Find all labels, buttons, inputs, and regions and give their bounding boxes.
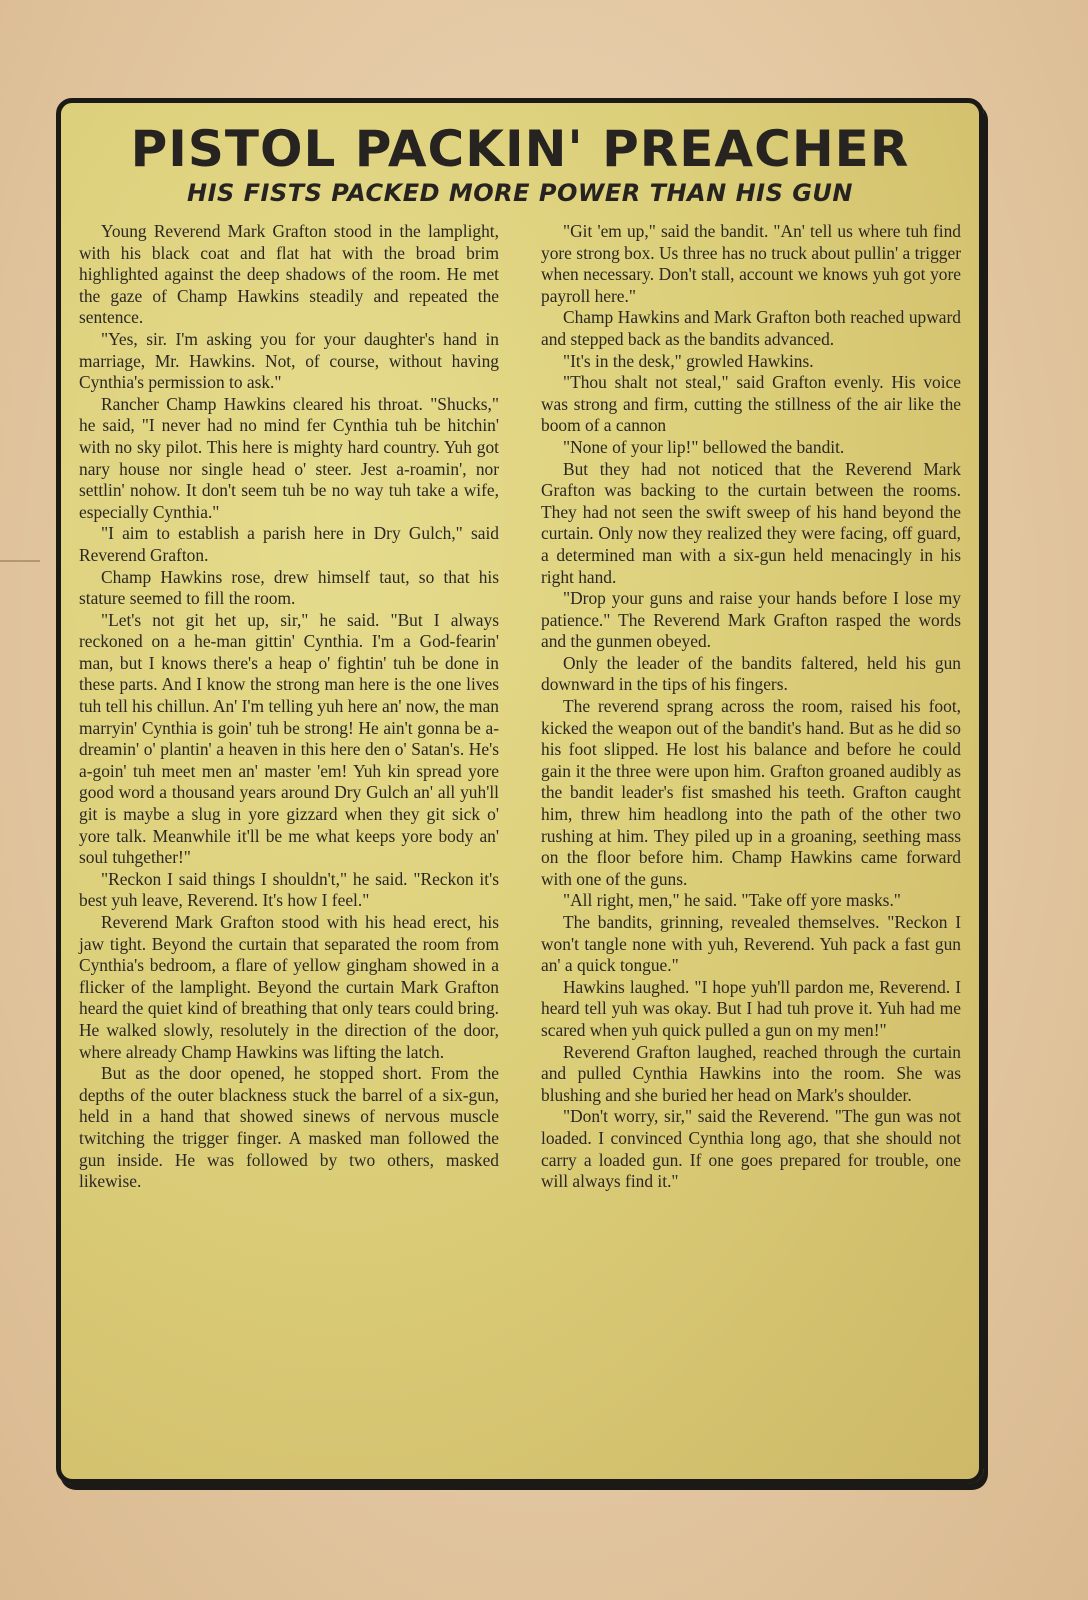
story-panel (56, 98, 984, 1484)
right-column (541, 221, 961, 1465)
paragraph: Champ Hawkins rose, drew himself taut, so that his stature seemed to fill the room. (79, 566, 499, 609)
paragraph: Rancher Champ Hawkins cleared his throat. "Shucks," he said, "I never had no mind fer Cynthia tuh be hitchin' with no sky pilot. This here is mighty hard country. Yuh got nary house nor single head o' steer. Jest a-roamin', nor settlin' nohow. It don't seem tuh be no way tuh take a wife, especially Cynthia." (79, 393, 499, 522)
paragraph: But they had not noticed that the Reverend Mark Grafton was backing to the curtain between the rooms. They had not seen the swift sweep of his hand beyond the curtain. Only now they realized they were facing, off guard, a determined man with a six-gun held menacingly in his right hand. (541, 458, 961, 587)
paragraph: Young Reverend Mark Grafton stood in the lamplight, with his black coat and flat hat with the broad brim highlighted against the deep shadows of the room. He met the gaze of Champ Hawkins steadily and repeated the sentence. (79, 221, 499, 328)
paragraph: "All right, men," he said. "Take off yore masks." (563, 890, 901, 911)
paragraph: Reverend Mark Grafton stood with his head erect, his jaw tight. Beyond the curtain that separated the room from Cynthia's bedroom, a flare of yellow gingham showed in a flicker of the lamplight. Beyond the curtain Mark Grafton heard the quiet kind of breathing that only tears could bring. He walked slowly, resolutely in the direction of the door, where already Champ Hawkins was lifting the latch. (79, 912, 499, 1062)
paragraph: The bandits, grinning, revealed themselves. "Reckon I won't tangle none with yuh, Reverend. Yuh pack a fast gun an' a quick tongue." (541, 912, 961, 976)
paragraph: But as the door opened, he stopped short. From the depths of the outer blackness stuck the barrel of a six-gun, held in a hand that showed sinews of nervous muscle twitching the trigger finger. A masked man followed the gun inside. He was followed by two others, masked likewise. (79, 1063, 499, 1192)
paragraph: The reverend sprang across the room, raised his foot, kicked the weapon out of the bandit's hand. But as he did so his foot slipped. He lost his balance and before he could gain it the three were upon him. Grafton groaned audibly as the bandit leader's fist smashed his teeth. Grafton caught him, threw him headlong into the path of the other two rushing at him. They piled up in a groaning, seething mass on the floor before him. Champ Hawkins came forward with one of the guns. (541, 696, 961, 889)
left-column (79, 221, 499, 1465)
paragraph: "I aim to establish a parish here in Dry Gulch," said Reverend Grafton. (79, 523, 499, 565)
paragraph: "Drop your guns and raise your hands before I lose my patience." The Reverend Mark Grafton rasped the words and the gunmen obeyed. (541, 588, 961, 652)
paragraph: "Git 'em up," said the bandit. "An' tell us where tuh find yore strong box. Us three has no truck about pullin' a trigger when necessary. Don't stall, account we knows yuh got yore payroll here." (541, 221, 961, 306)
paragraph: "It's in the desk," growled Hawkins. (563, 350, 814, 371)
story-subtitle: HIS FISTS PACKED MORE POWER THAN HIS GUN (187, 179, 853, 207)
story-title: PISTOL PACKIN' PREACHER (130, 120, 910, 178)
page-fold (0, 560, 40, 562)
paragraph: Champ Hawkins and Mark Grafton both reached upward and stepped back as the bandits advanced. (541, 307, 961, 349)
paragraph: "None of your lip!" bellowed the bandit. (563, 436, 845, 457)
paragraph: Reverend Grafton laughed, reached through the curtain and pulled Cynthia Hawkins into the room. She was blushing and she buried her head on Mark's shoulder. (541, 1041, 961, 1105)
paragraph: "Thou shalt not steal," said Grafton evenly. His voice was strong and firm, cutting the stillness of the air like the boom of a cannon (541, 372, 961, 436)
paragraph: "Don't worry, sir," said the Reverend. "The gun was not loaded. I convinced Cynthia long ago, that she should not carry a loaded gun. If one goes prepared for trouble, one will always find it." (541, 1106, 961, 1192)
paragraph: "Let's not git het up, sir," he said. "But I always reckoned on a he-man gittin' Cynthia. I'm a God-fearin' man, but I knows there's a heap o' fightin' tuh be done in these parts. And I know the strong man here is the one lives tuh tell his chillun. An' I'm telling yuh here an' now, the man marryin' Cynthia is goin' tuh be strong! He ain't gonna be a-dreamin' o' plantin' a heaven in this here den o' Satan's. He's a-goin' tuh meet men an' master 'em! Yuh kin spread yore good word a thousand years around Dry Gulch an' all yuh'll git is maybe a slug in yore gizzard when they git sick o' yore talk. Meanwhile it'll be me what keeps yore body an' soul tuhgether!" (79, 609, 499, 868)
paragraph: Only the leader of the bandits faltered, held his gun downward in the tips of his fingers. (541, 652, 961, 695)
paragraph: Hawkins laughed. "I hope yuh'll pardon me, Reverend. I heard tell yuh was okay. But I had tuh prove it. Yuh had me scared when yuh quick pulled a gun on my men!" (541, 976, 961, 1040)
paragraph: "Reckon I said things I shouldn't," he said. "Reckon it's best yuh leave, Reverend. It's how I feel." (79, 868, 499, 911)
story-columns (79, 221, 961, 1465)
paragraph: "Yes, sir. I'm asking you for your daughter's hand in marriage, Mr. Hawkins. Not, of course, without having Cynthia's permission to ask." (79, 328, 499, 393)
